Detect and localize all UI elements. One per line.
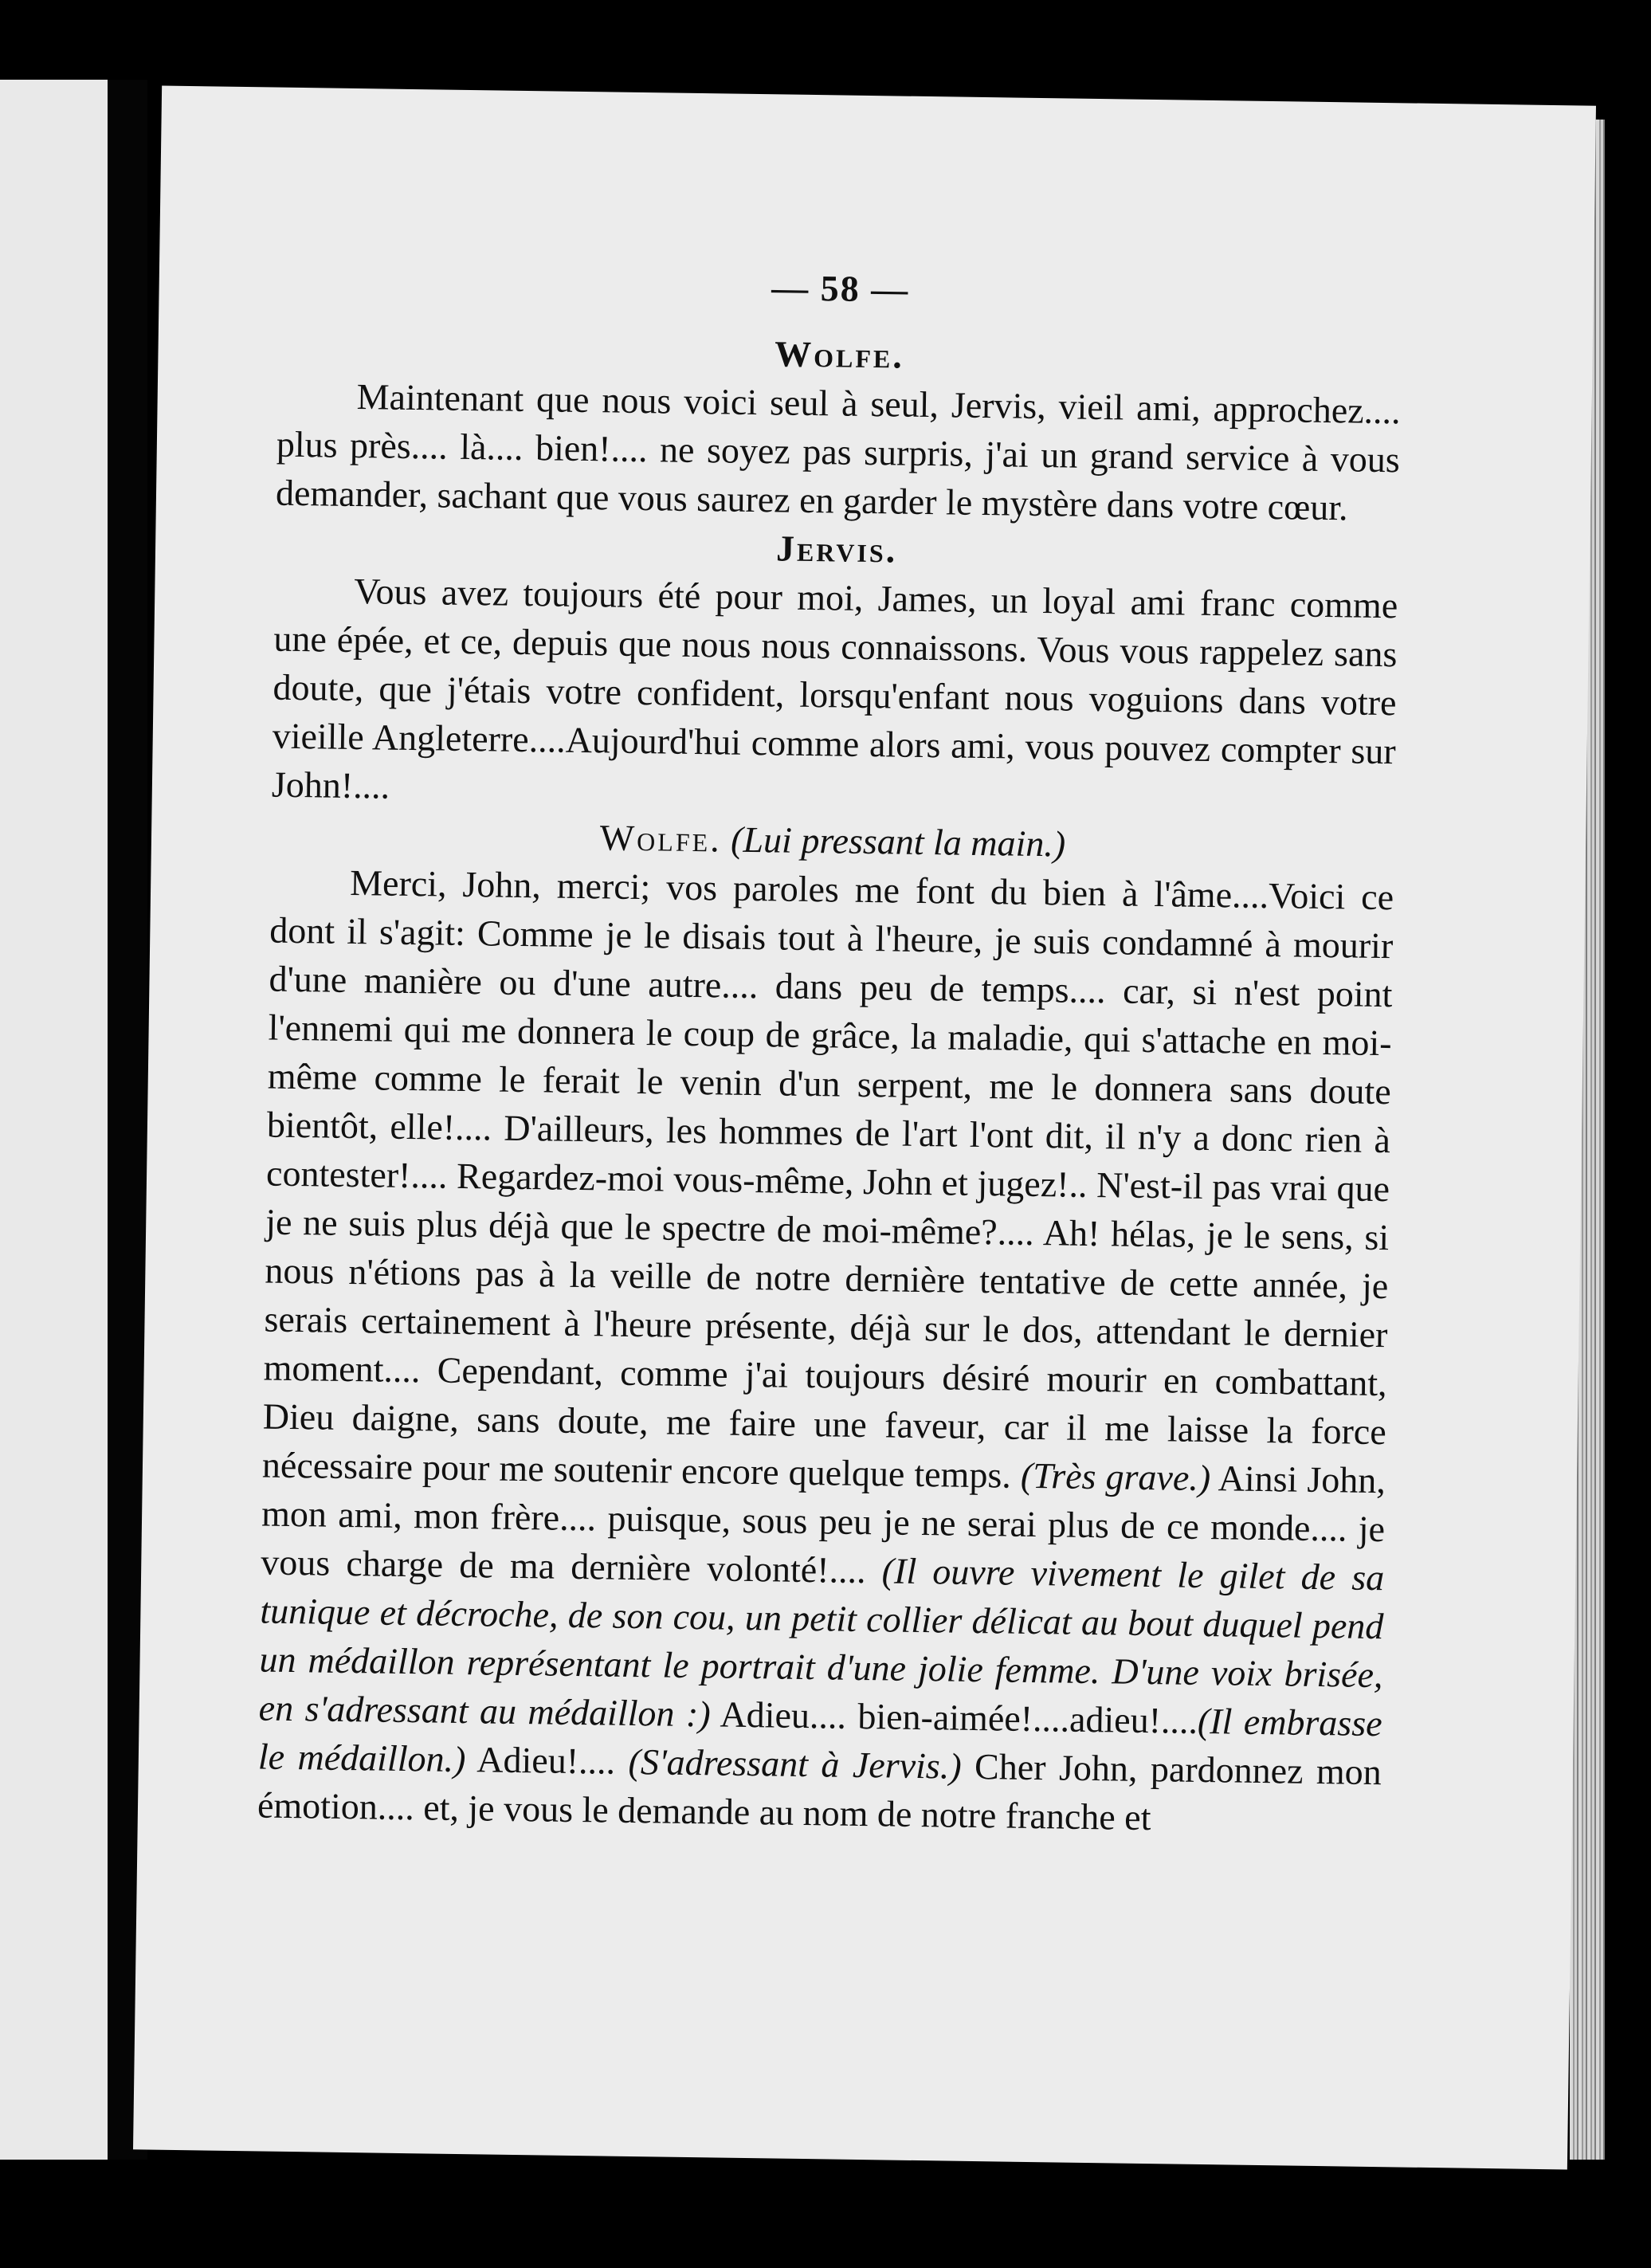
dialogue-text: Adieu!.... xyxy=(465,1739,629,1782)
stage-direction: (Il embrasse le médaillon.) xyxy=(257,1700,1382,1780)
stage-direction: (S'adressant à Jervis.) xyxy=(628,1740,962,1787)
book-page xyxy=(133,86,1596,2170)
dialogue-paragraph xyxy=(257,857,1394,1846)
speaker-name: Wolfe. xyxy=(599,817,723,860)
dialogue-text: Merci, John, merci; vos paroles me font du bien à l'âme....Voici ce dont il s'agit: Comme je le disais tout à l'heure, je suis condamné à mourir d'une manière ou d'une autre.... dans peu de temps.... car, si n'est point l'ennemi qui me donnera le coup de grâce, la maladie, qui s'attache en moi-même comme le ferait le venin d'un serpent, me le donnera sans doute bientôt, elle!.... D'ailleurs, les hommes de l'art l'ont dit, il n'y a donc rien à contester!.... Regardez-moi vous-même, John et jugez!.. N'est-il pas vrai que je ne suis plus déjà que le spectre de moi-même?.... Ah! hélas, je le sens, si nous n'étions pas à la veille de notre dernière tentative de cette année, je serais certainement à l'heure présente, déjà sur le dos, attendant le dernier moment.... Cependant, comme j'ai toujours désiré mourir en combattant, Dieu daigne, sans doute, me faire une faveur, car il me laisse la force nécessaire pour me soutenir encore quelque temps. xyxy=(261,861,1394,1496)
dialogue-text: Ainsi John, mon ami, mon frère.... puisque, sous peu je ne serai plus de ce monde.... je vous charge de ma dernière volonté!.... xyxy=(260,1458,1386,1591)
stage-direction: (Lui pressant la main.) xyxy=(730,818,1066,865)
stage-direction: (Il ouvre vivement le gilet de sa tunique et décroche, de son cou, un petit collier délicat au bout duquel pend un médaillon représentant le portrait d'une jolie femme. D'une voix brisée, en s'adressant au médaillon :) xyxy=(258,1550,1385,1735)
dialogue-text: Cher John, pardonnez mon émotion.... et, je vous le demande au nom de notre franche et xyxy=(257,1745,1382,1838)
dialogue-text: Adieu.... bien-aimée!....adieu!.... xyxy=(710,1693,1198,1741)
speaker-name: Wolfe. xyxy=(774,333,905,376)
dialogue-paragraph: Vous avez toujours été pour moi, James, un loyal ami franc comme une épée, et ce, depuis que nous nous connaissons. Vous vous rappelez sans doute, que j'étais votre confident, lorsqu'enfant nous voguions dans votre vieille Angleterre....Aujourd'hui comme alors ami, vous pouvez compter sur John!.... xyxy=(271,570,1398,806)
dialogue-paragraph: Maintenant que nous voici seul à seul, Jervis, vieil ami, approchez.... plus près.... là.... bien!.... ne soyez pas surpris, j'ai un grand service à vous demander, sachant que vous saurez en garder le mystère dans votre cœur. xyxy=(275,376,1401,528)
speaker-name: Jervis. xyxy=(775,528,898,571)
page-content xyxy=(257,257,1402,1845)
page-number: — 58 — xyxy=(771,267,910,310)
stage-direction: (Très grave.) xyxy=(1020,1454,1211,1499)
left-page-edge xyxy=(0,80,108,2160)
